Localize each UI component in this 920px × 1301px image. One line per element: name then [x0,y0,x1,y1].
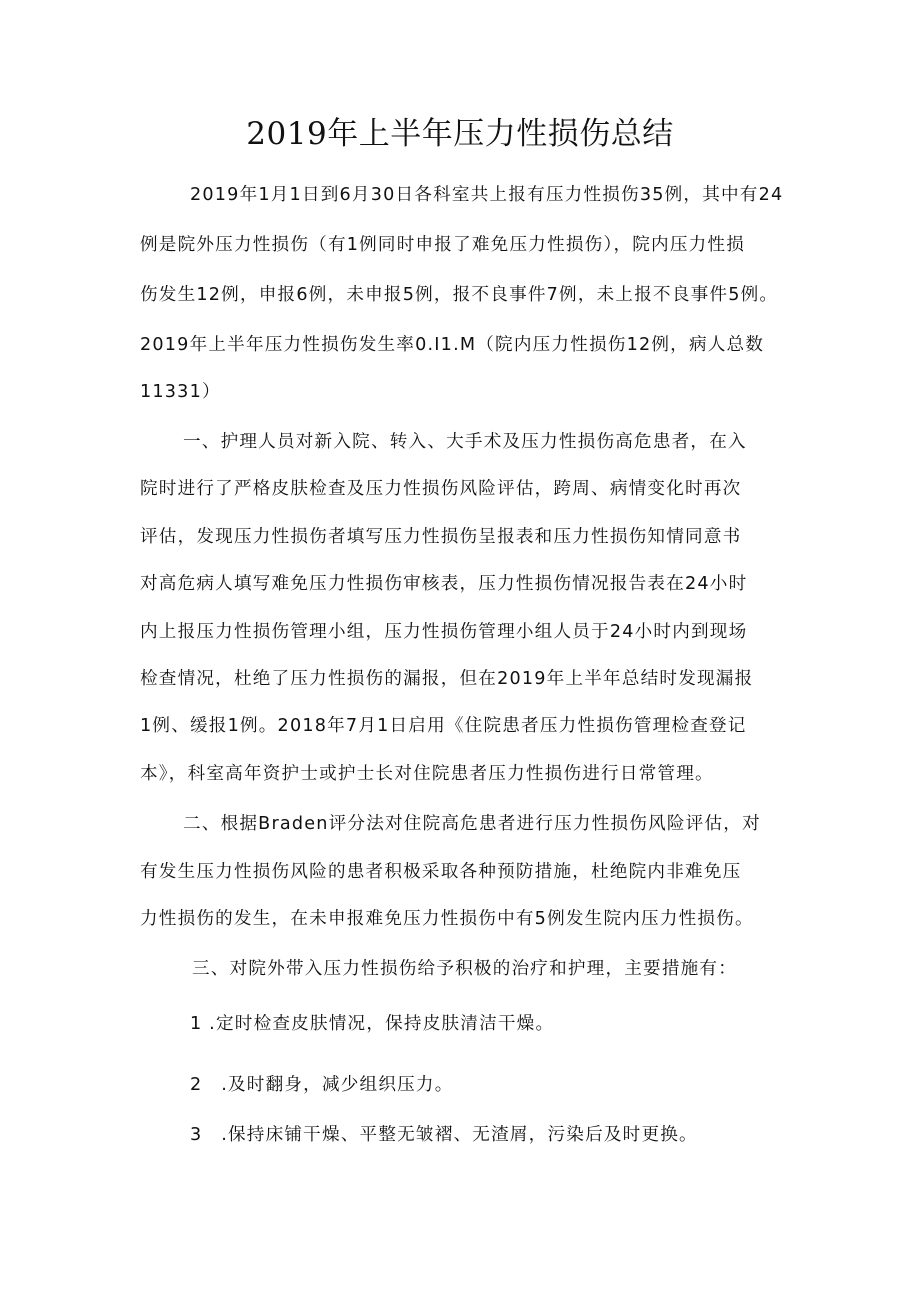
section1-line: 检查情况，杜绝了压力性损伤的漏报，但在2019年上半年总结时发现漏报 [140,669,754,689]
summary-line: 11331） [140,382,221,402]
section1-line: 1例、缓报1例。2018年7月1日启用《住院患者压力性损伤管理检查登记 [140,716,747,736]
section2-line: 有发生压力性损伤风险的患者积极采取各种预防措施，杜绝院内非难免压 [140,862,742,882]
section2-line: 二、根据Braden评分法对住院高危患者进行压力性损伤风险评估，对 [183,814,761,834]
summary-line: 例是院外压力性损伤（有1例同时申报了难免压力性损伤），院内压力性损 [140,235,745,255]
section1-line: 内上报压力性损伤管理小组，压力性损伤管理小组人员于24小时内到现场 [140,622,748,642]
summary-line: 伤发生12例，申报6例，未申报5例，报不良事件7例，未上报不良事件5例。 [140,285,779,305]
section1-line: 一、护理人员对新入院、转入、大手术及压力性损伤高危患者，在入 [183,432,747,452]
section1-line: 院时进行了严格皮肤检查及压力性损伤风险评估，跨周、病情变化时再次 [140,479,742,499]
section1-line: 对高危病人填写难免压力性损伤审核表，压力性损伤情况报告表在24小时 [140,574,748,594]
measure-item: 3 .保持床铺干燥、平整无皱褶、无渣屑，污染后及时更换。 [190,1125,698,1145]
section1-line: 评估，发现压力性损伤者填写压力性损伤呈报表和压力性损伤知情同意书 [140,527,742,547]
section3-heading: 三、对院外带入压力性损伤给予积极的治疗和护理，主要措施有： [192,959,738,979]
section2-line: 力性损伤的发生，在未申报难免压力性损伤中有5例发生院内压力性损伤。 [140,909,754,929]
document-title: 2019年上半年压力性损伤总结 [246,116,674,152]
summary-line: 2019年上半年压力性损伤发生率0.I1.M（院内压力性损伤12例，病人总数 [140,335,765,355]
summary-line: 2019年1月1日到6月30日各科室共上报有压力性损伤35例，其中有24 [190,185,784,205]
measure-item: 1 .定时检查皮肤情况，保持皮肤清洁干燥。 [190,1014,555,1034]
measure-item: 2 .及时翻身，减少组织压力。 [190,1075,454,1095]
section1-line: 本》，科室高年资护士或护士长对住院患者压力性损伤进行日常管理。 [140,764,714,784]
